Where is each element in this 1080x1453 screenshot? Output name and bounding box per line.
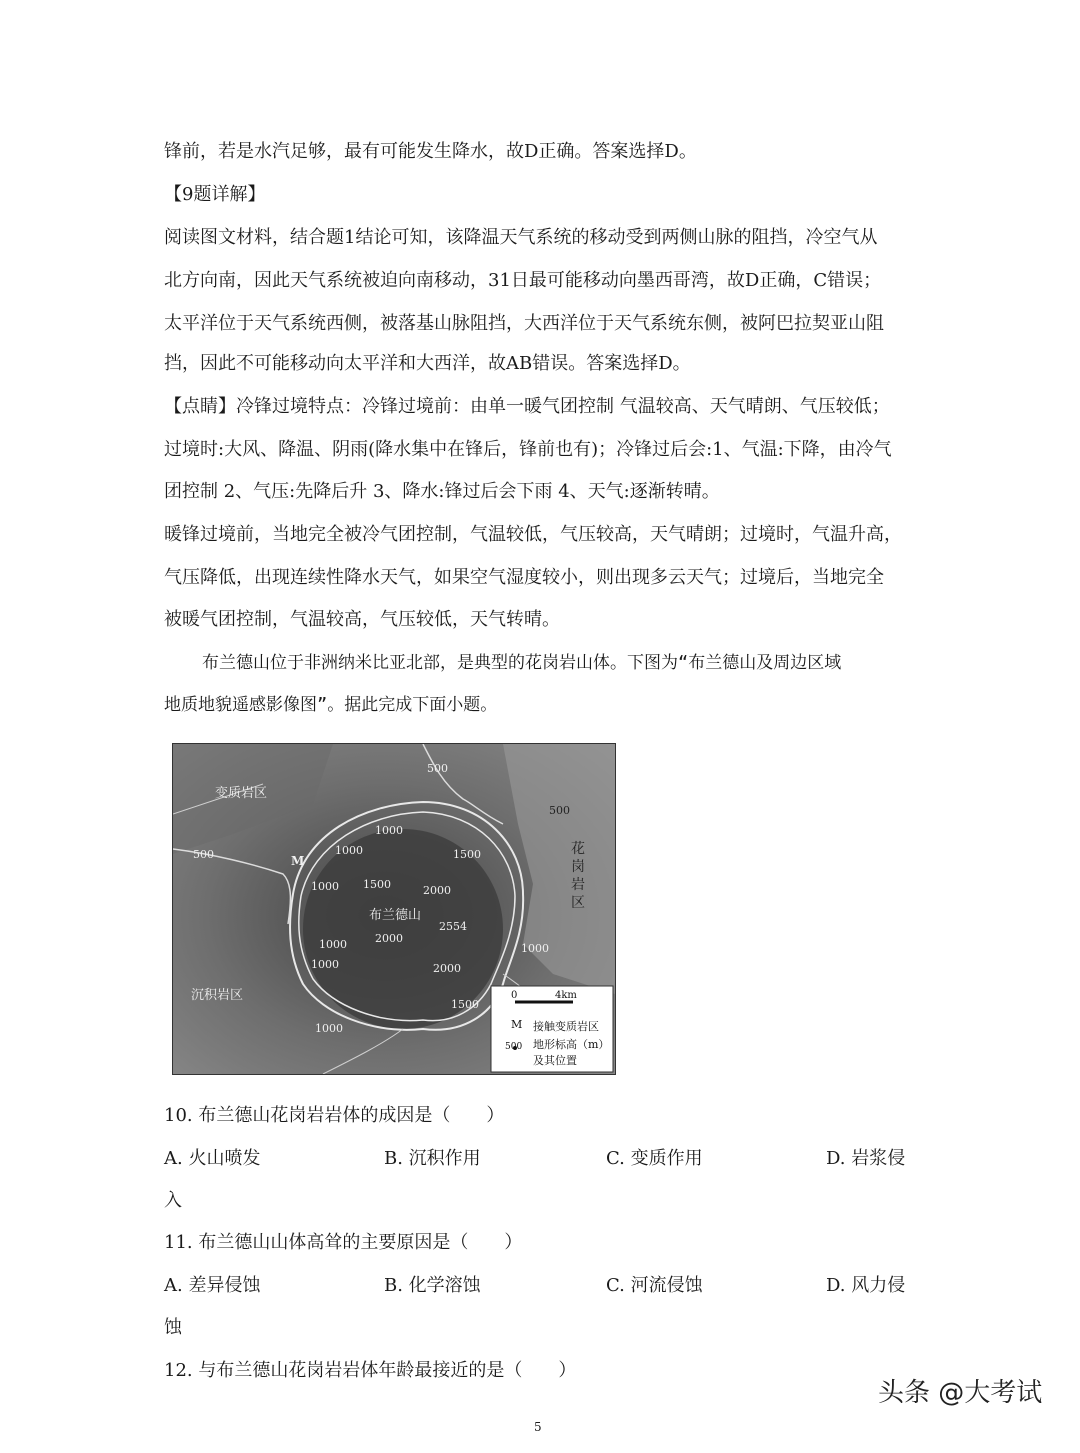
option-a[interactable]: A. 差异侵蚀: [164, 1275, 261, 1296]
remote-sensing-map: [172, 743, 616, 1075]
elevation-label: 500: [193, 848, 214, 861]
label-mountain: 布兰德山: [369, 908, 422, 923]
option-d[interactable]: D. 风力侵: [826, 1275, 906, 1296]
legend-scale-end: 4km: [555, 990, 577, 1001]
option-c[interactable]: C. 河流侵蚀: [606, 1275, 703, 1296]
elevation-label: 1000: [319, 938, 347, 951]
paragraph-line: 【点睛】冷锋过境特点：冷锋过境前：由单一暖气团控制 气温较高、天气晴朗、气压较低；: [164, 396, 890, 417]
paragraph-line: 暖锋过境前，当地完全被冷气团控制，气温较低，气压较高，天气晴朗；过境时，气温升高，: [164, 524, 902, 545]
question-12: [164, 1360, 924, 1382]
label-sedimentary: 沉积岩区: [191, 988, 244, 1003]
elevation-label: 1500: [363, 878, 391, 891]
elevation-label: 500: [549, 804, 570, 817]
contact-marker: M: [291, 854, 305, 868]
elevation-label: 2000: [423, 884, 451, 897]
page-number: 5: [534, 1420, 542, 1434]
elevation-label: 1000: [335, 844, 363, 857]
question-10: [164, 1105, 924, 1127]
legend-marker-text: 接触变质岩区: [533, 1020, 599, 1033]
option-wrap: 入: [164, 1190, 182, 1211]
elevation-label: 1500: [453, 848, 481, 861]
paragraph-line: 锋前，若是水汽足够，最有可能发生降水，故D正确。答案选择D。: [164, 141, 697, 162]
legend-scale-start: 0: [511, 990, 518, 1001]
paragraph-line: 布兰德山位于非洲纳米比亚北部，是典型的花岗岩山体。下图为“布兰德山及周边区域: [202, 653, 842, 673]
paragraph-line: 地质地貌遥感影像图”。据此完成下面小题。: [164, 695, 498, 715]
elevation-label: 2554: [439, 920, 467, 933]
legend-elev-text1: 地形标高（m）: [533, 1038, 610, 1051]
question-number: 11.: [164, 1232, 193, 1253]
option-wrap: 蚀: [164, 1317, 182, 1338]
legend-elev-symbol: 500: [505, 1042, 523, 1052]
paragraph-line: 气压降低，出现连续性降水天气，如果空气湿度较小，则出现多云天气；过境后，当地完全: [164, 567, 884, 588]
question-number: 12.: [164, 1360, 193, 1381]
question-stem: 布兰德山山体高耸的主要原因是（ ）: [198, 1232, 523, 1253]
legend-marker: M: [511, 1018, 523, 1031]
label-metamorphic: 变质岩区: [215, 786, 268, 801]
paragraph-line: 北方向南，因此天气系统被迫向南移动，31日最可能移动向墨西哥湾，故D正确，C错误；: [164, 270, 882, 291]
elevation-label: 1000: [311, 958, 339, 971]
elevation-label: 1500: [451, 998, 479, 1011]
option-c[interactable]: C. 变质作用: [606, 1148, 703, 1169]
elevation-label: 1000: [521, 942, 549, 955]
watermark: 头条 @大考试: [878, 1378, 1043, 1408]
paragraph-line: 团控制 2、气压:先降后升 3、降水:锋过后会下雨 4、天气:逐渐转晴。: [164, 481, 720, 502]
question-stem: 布兰德山花岗岩岩体的成因是（ ）: [198, 1105, 505, 1126]
question-11: [164, 1232, 924, 1254]
option-a[interactable]: A. 火山喷发: [164, 1148, 261, 1169]
elevation-label: 1000: [311, 880, 339, 893]
elevation-label: 1000: [375, 824, 403, 837]
legend-elev-text2: 及其位置: [533, 1054, 577, 1067]
elevation-label: 500: [427, 762, 448, 775]
question-number: 10.: [164, 1105, 193, 1126]
paragraph-line: 阅读图文材料，结合题1结论可知，该降温天气系统的移动受到两侧山脉的阻挡，冷空气从: [164, 227, 878, 248]
section-heading: 【9题详解】: [164, 184, 266, 205]
option-d[interactable]: D. 岩浆侵: [826, 1148, 906, 1169]
question-stem: 与布兰德山花岗岩岩体年龄最接近的是（ ）: [198, 1360, 577, 1381]
paragraph-line: 太平洋位于天气系统西侧，被落基山脉阻挡，大西洋位于天气系统东侧，被阿巴拉契亚山阻: [164, 313, 884, 334]
paragraph-line: 被暖气团控制，气温较高，气压较低，天气转晴。: [164, 609, 560, 630]
paragraph-line: 过境时:大风、降温、阴雨(降水集中在锋后，锋前也有)；冷锋过后会:1、气温:下降，由冷气: [164, 439, 892, 460]
paragraph-line: 挡，因此不可能移动向太平洋和大西洋，故AB错误。答案选择D。: [164, 353, 691, 374]
option-b[interactable]: B. 化学溶蚀: [384, 1275, 481, 1296]
elevation-label: 2000: [433, 962, 461, 975]
option-b[interactable]: B. 沉积作用: [384, 1148, 481, 1169]
elevation-label: 1000: [315, 1022, 343, 1035]
label-granite: 花岗岩区: [571, 841, 585, 911]
elevation-label: 2000: [375, 932, 403, 945]
